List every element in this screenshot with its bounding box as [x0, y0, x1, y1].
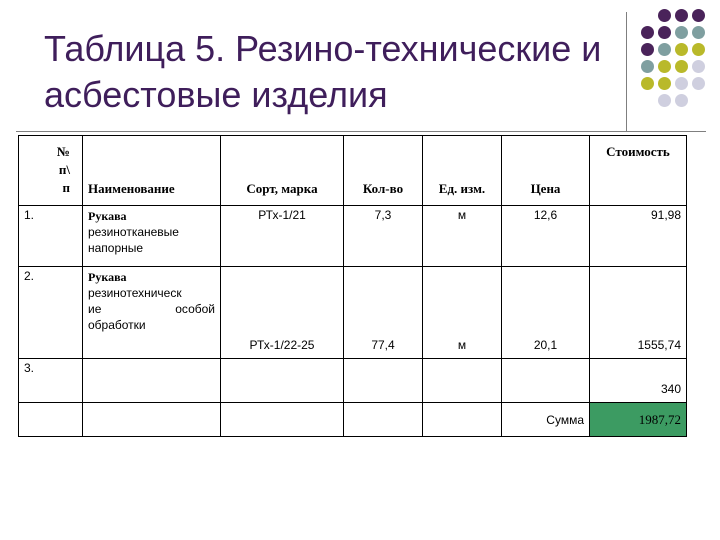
header-number-line-2: п\ — [58, 162, 70, 177]
row-unit: м — [423, 206, 502, 267]
table-row — [19, 359, 687, 403]
decorative-dot — [641, 26, 654, 39]
decorative-dot — [692, 60, 705, 73]
row-unit: м — [423, 267, 502, 359]
decorative-dot — [675, 94, 688, 107]
row-name-line: резинотканевые — [88, 225, 179, 239]
row-cost: 91,98 — [590, 206, 687, 267]
row-name — [83, 359, 221, 403]
slide-title-line-2: асбестовые изделия — [44, 74, 388, 115]
row-qty — [344, 359, 423, 403]
row-number: 3. — [19, 359, 83, 403]
decorative-dot — [675, 77, 688, 90]
row-name — [83, 206, 221, 267]
row-name-line: напорные — [88, 241, 144, 255]
row-number: 1. — [19, 206, 83, 267]
row-price — [502, 359, 590, 403]
decorative-dot — [692, 77, 705, 90]
table-row — [19, 206, 687, 267]
row-price: 20,1 — [502, 267, 590, 359]
row-name-line: обработки — [88, 318, 146, 332]
decorative-dot — [675, 26, 688, 39]
decorative-dot — [692, 26, 705, 39]
decorative-dot — [658, 94, 671, 107]
row-name-first-word: Рукава — [88, 209, 127, 223]
header-number — [19, 136, 83, 206]
decorative-dot — [692, 43, 705, 56]
decorative-dot — [658, 26, 671, 39]
total-empty-cell — [423, 403, 502, 437]
decorative-dot — [641, 43, 654, 56]
row-qty: 77,4 — [344, 267, 423, 359]
total-value: 1987,72 — [590, 403, 687, 437]
decorative-dot — [675, 43, 688, 56]
row-grade-value: РТх-1/21 — [258, 208, 306, 222]
slide-title — [44, 26, 624, 118]
row-unit — [423, 359, 502, 403]
header-number-line-3: п — [62, 180, 70, 195]
products-table — [18, 135, 687, 437]
row-grade — [221, 206, 344, 267]
header-grade: Сорт, марка — [221, 136, 344, 206]
row-grade — [221, 359, 344, 403]
total-empty-cell — [19, 403, 83, 437]
decorative-dot — [675, 9, 688, 22]
row-grade — [221, 267, 344, 359]
row-name-line: резинотехническ — [88, 286, 182, 300]
decorative-dot — [675, 60, 688, 73]
total-label: Сумма — [502, 403, 590, 437]
decorative-dot — [658, 60, 671, 73]
total-empty-cell — [221, 403, 344, 437]
table-total-row — [19, 403, 687, 437]
row-name-first-word: Рукава — [88, 270, 127, 284]
decorative-dot — [641, 60, 654, 73]
header-name: Наименование — [83, 136, 221, 206]
slide-title-line-1: Таблица 5. Резино-технические и — [44, 28, 602, 69]
decorative-dot — [658, 43, 671, 56]
total-empty-cell — [344, 403, 423, 437]
total-empty-cell — [83, 403, 221, 437]
table-row — [19, 267, 687, 359]
row-name-line: ие особой — [88, 302, 215, 316]
row-name — [83, 267, 221, 359]
header-qty: Кол-во — [344, 136, 423, 206]
vertical-divider — [626, 12, 627, 132]
decorative-dot — [658, 9, 671, 22]
header-price: Цена — [502, 136, 590, 206]
row-number: 2. — [19, 267, 83, 359]
horizontal-divider — [16, 131, 706, 132]
header-unit: Ед. изм. — [423, 136, 502, 206]
row-grade-value: РТх-1/22-25 — [249, 338, 315, 352]
decorative-dot — [692, 9, 705, 22]
header-number-line-1: № — [56, 144, 70, 159]
row-cost: 340 — [590, 359, 687, 403]
decorative-dot — [641, 77, 654, 90]
row-price: 12,6 — [502, 206, 590, 267]
row-qty: 7,3 — [344, 206, 423, 267]
decorative-dot — [658, 77, 671, 90]
table-header-row — [19, 136, 687, 206]
header-cost: Стоимость — [590, 136, 687, 206]
row-cost: 1555,74 — [590, 267, 687, 359]
